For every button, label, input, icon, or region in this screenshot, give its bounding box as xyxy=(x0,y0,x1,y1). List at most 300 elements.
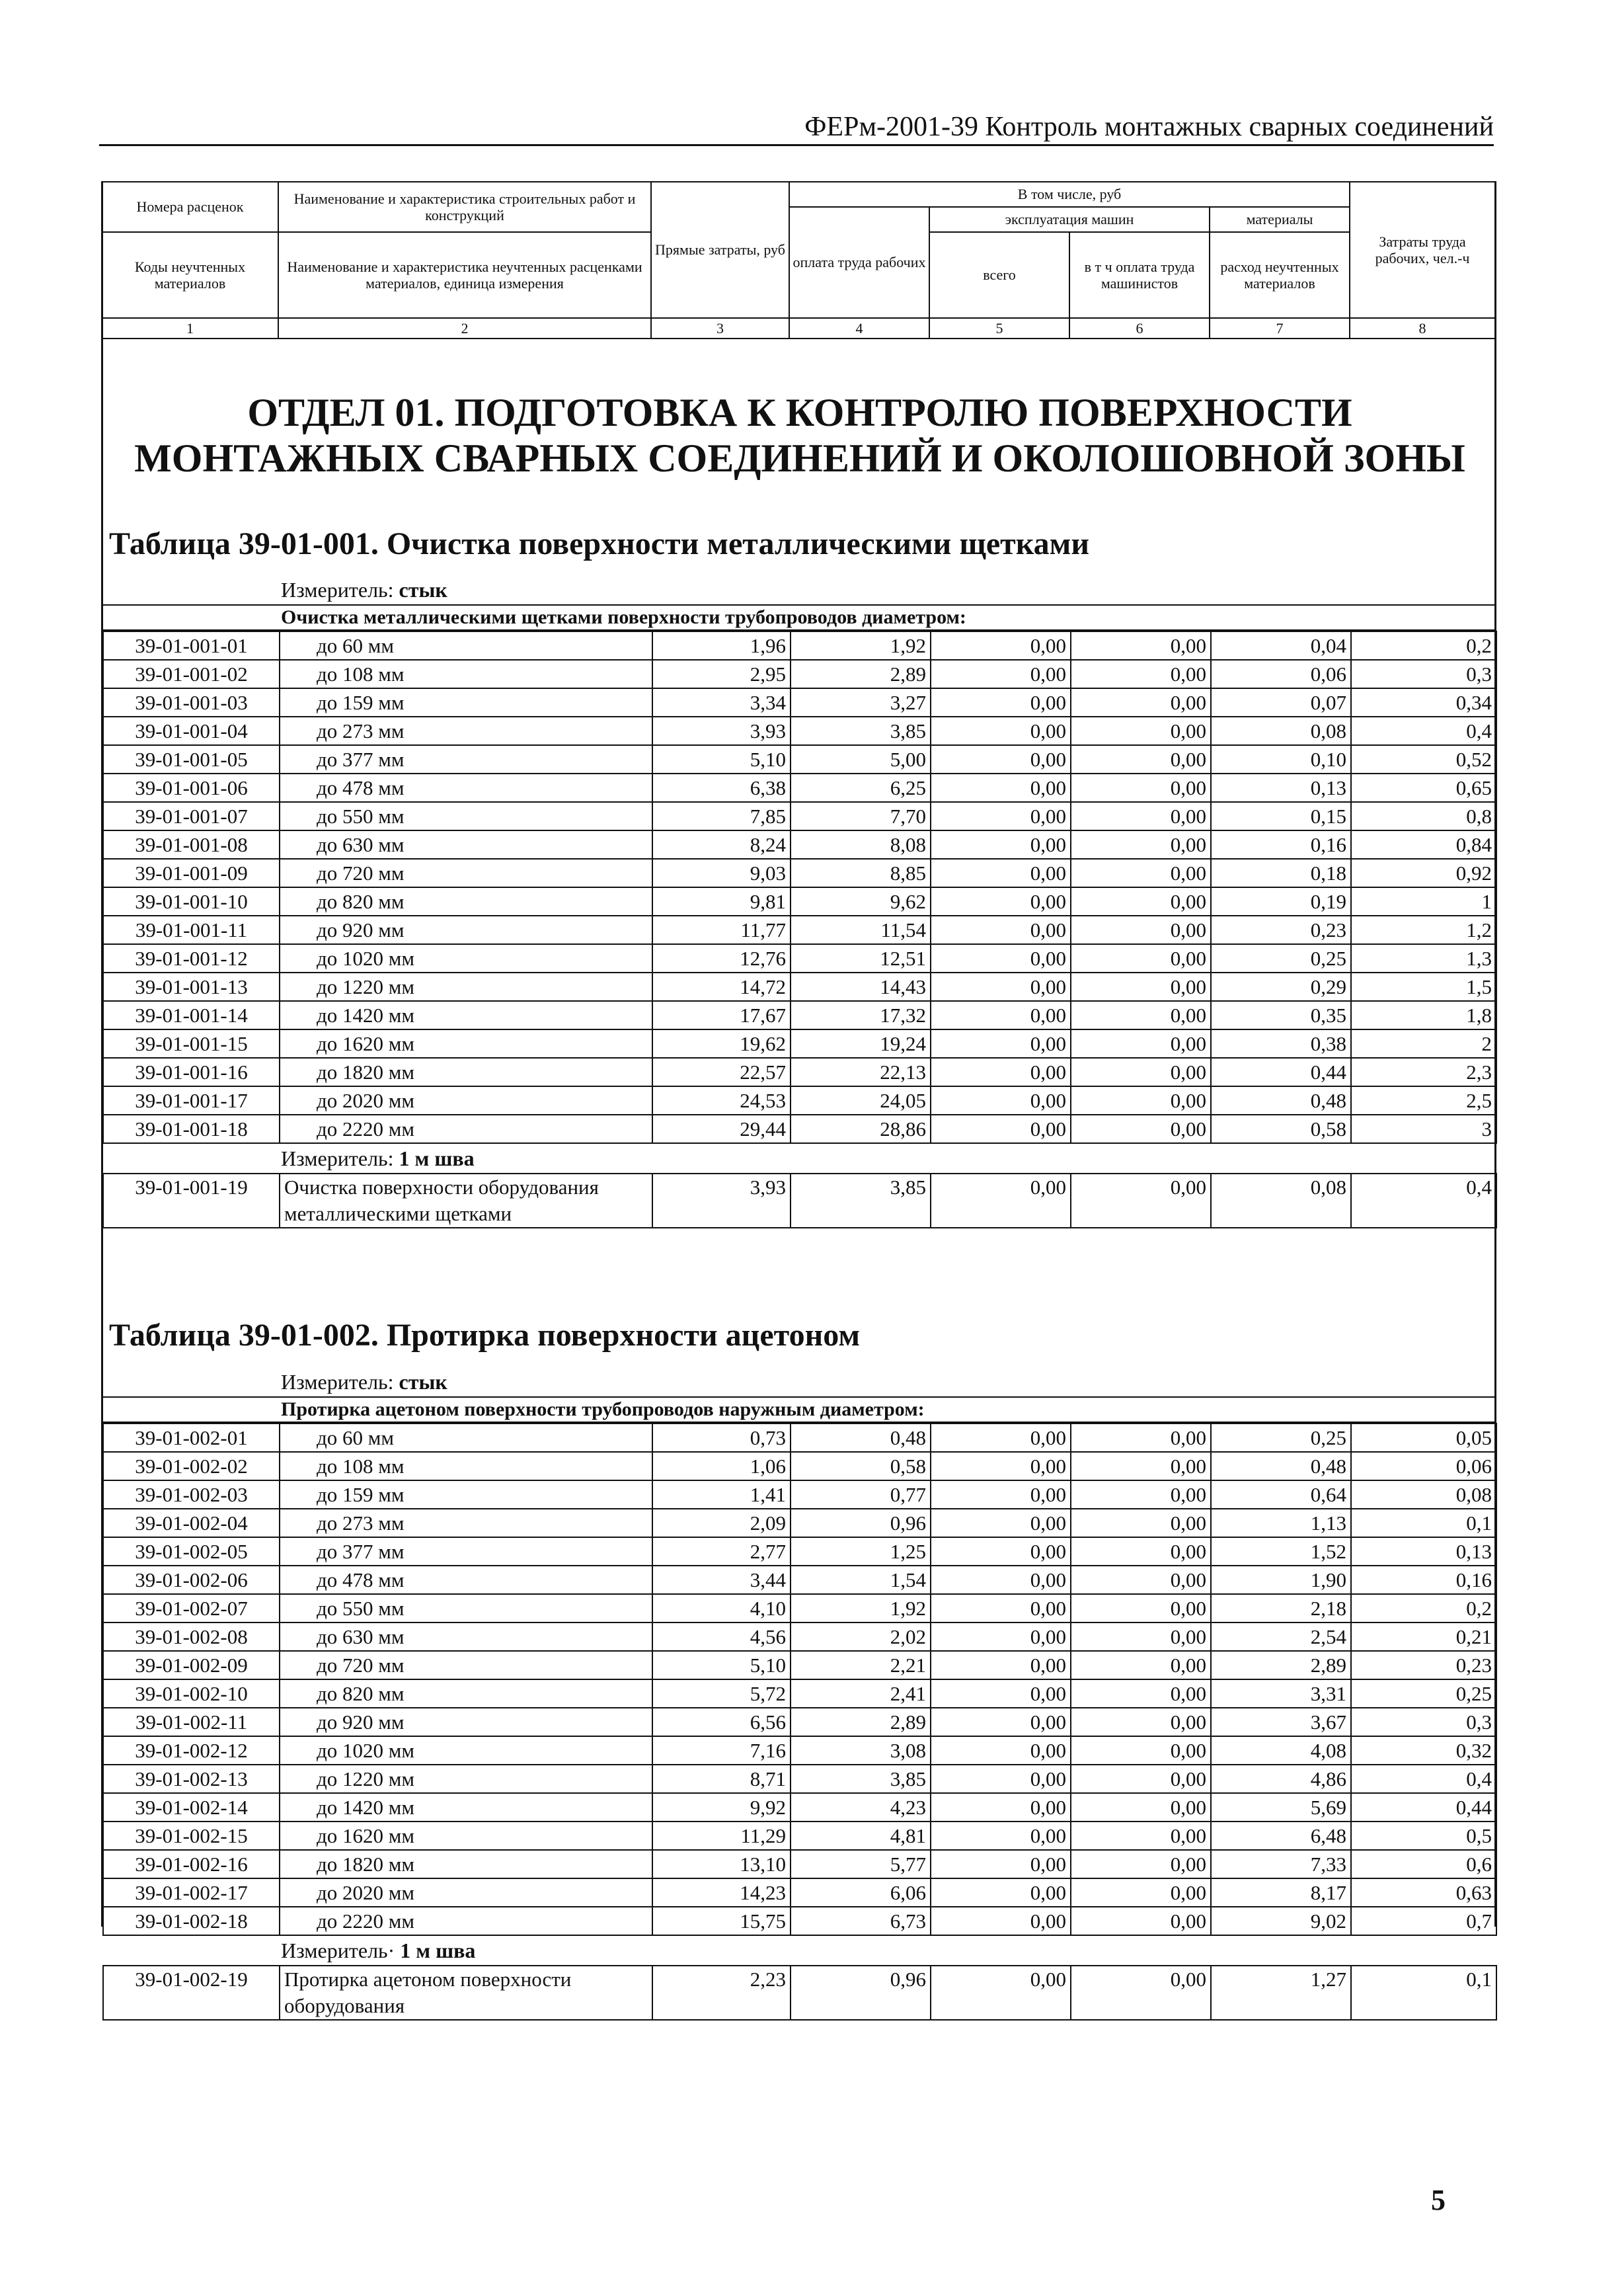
table-row xyxy=(103,944,1496,973)
machinist-pay-cell: 0,00 xyxy=(1071,1566,1211,1594)
machinist-pay-cell: 0,00 xyxy=(1071,1966,1211,2020)
work-name-cell: до 159 мм xyxy=(280,1480,652,1509)
col-number: 3 xyxy=(651,318,789,339)
direct-cost-cell: 5,72 xyxy=(652,1679,791,1708)
table-row xyxy=(103,1793,1496,1822)
materials-use-cell: 0,48 xyxy=(1211,1086,1351,1115)
labor-pay-cell: 7,70 xyxy=(791,802,931,830)
table2-title: Таблица 39-01-002. Протирка поверхности ацетоном xyxy=(109,1318,861,1353)
materials-use-cell: 1,52 xyxy=(1211,1537,1351,1566)
table1-subhead: Очистка металлическими щетками поверхности трубопроводов диаметром: xyxy=(102,604,1496,631)
labor-pay-cell: 8,85 xyxy=(791,859,931,887)
machinist-pay-cell: 0,00 xyxy=(1071,1423,1211,1452)
labor-hours-cell: 1 xyxy=(1351,887,1496,916)
direct-cost-cell: 3,44 xyxy=(652,1566,791,1594)
table1-body xyxy=(103,631,1496,1143)
materials-use-cell: 4,08 xyxy=(1211,1736,1351,1765)
machinist-pay-cell: 0,00 xyxy=(1071,1736,1211,1765)
rate-code-cell: 39-01-002-05 xyxy=(103,1537,280,1566)
table-row xyxy=(103,1822,1496,1850)
rate-code-cell: 39-01-002-01 xyxy=(103,1423,280,1452)
table-row xyxy=(103,688,1496,717)
machinist-pay-cell: 0,00 xyxy=(1071,1452,1211,1480)
table-row xyxy=(103,1765,1496,1793)
rate-code-cell: 39-01-002-18 xyxy=(103,1907,280,1935)
labor-pay-cell: 4,81 xyxy=(791,1822,931,1850)
machinist-pay-cell: 0,00 xyxy=(1071,1594,1211,1622)
col3-header: Прямые затраты, руб xyxy=(651,182,789,318)
work-name-cell: до 60 мм xyxy=(280,631,652,660)
machines-total-cell: 0,00 xyxy=(931,1679,1071,1708)
machines-total-cell: 0,00 xyxy=(931,1174,1071,1228)
work-name-cell: до 377 мм xyxy=(280,1537,652,1566)
direct-cost-cell: 1,41 xyxy=(652,1480,791,1509)
table-row xyxy=(103,745,1496,774)
materials-use-cell: 1,13 xyxy=(1211,1509,1351,1537)
table2-meter2 xyxy=(102,1936,1496,1965)
labor-hours-cell: 0,05 xyxy=(1351,1423,1496,1452)
labor-hours-cell: 0,84 xyxy=(1351,830,1496,859)
table-row xyxy=(103,1452,1496,1480)
col2-top-header: Наименование и характеристика строительных работ и конструкций xyxy=(278,182,651,232)
rate-code-cell: 39-01-002-11 xyxy=(103,1708,280,1736)
materials-use-cell: 0,64 xyxy=(1211,1480,1351,1509)
machinist-pay-cell: 0,00 xyxy=(1071,916,1211,944)
materials-use-cell: 4,86 xyxy=(1211,1765,1351,1793)
col-number: 7 xyxy=(1210,318,1350,339)
col6-header: в т ч оплата труда машинистов xyxy=(1069,232,1210,318)
direct-cost-cell: 3,93 xyxy=(652,717,791,745)
col1-bottom-header: Коды неучтенных материалов xyxy=(102,232,278,318)
rate-code-cell: 39-01-002-04 xyxy=(103,1509,280,1537)
machines-total-cell: 0,00 xyxy=(931,1878,1071,1907)
table-row xyxy=(103,1174,1496,1228)
direct-cost-cell: 6,56 xyxy=(652,1708,791,1736)
work-name-cell: до 1820 мм xyxy=(280,1058,652,1086)
materials-use-cell: 2,89 xyxy=(1211,1651,1351,1679)
meter-unit: стык xyxy=(399,578,447,602)
labor-hours-cell: 0,6 xyxy=(1351,1850,1496,1878)
meter-unit: стык xyxy=(399,1370,447,1394)
labor-pay-cell: 1,92 xyxy=(791,1594,931,1622)
direct-cost-cell: 5,10 xyxy=(652,745,791,774)
labor-hours-cell: 0,23 xyxy=(1351,1651,1496,1679)
table1-data xyxy=(102,631,1497,1144)
work-name-cell: до 60 мм xyxy=(280,1423,652,1452)
rate-code-cell: 39-01-002-19 xyxy=(103,1966,280,2020)
labor-pay-cell: 3,85 xyxy=(791,1174,931,1228)
machinist-pay-cell: 0,00 xyxy=(1071,1765,1211,1793)
materials-use-cell: 0,15 xyxy=(1211,802,1351,830)
machines-total-cell: 0,00 xyxy=(931,887,1071,916)
labor-pay-cell: 2,21 xyxy=(791,1651,931,1679)
machines-total-cell: 0,00 xyxy=(931,745,1071,774)
labor-pay-cell: 2,89 xyxy=(791,660,931,688)
direct-cost-cell: 2,77 xyxy=(652,1537,791,1566)
work-name-cell: до 1620 мм xyxy=(280,1029,652,1058)
work-name-cell: до 720 мм xyxy=(280,1651,652,1679)
machinist-pay-cell: 0,00 xyxy=(1071,1174,1211,1228)
direct-cost-cell: 19,62 xyxy=(652,1029,791,1058)
machines-total-cell: 0,00 xyxy=(931,1651,1071,1679)
machinist-pay-cell: 0,00 xyxy=(1071,1480,1211,1509)
rate-code-cell: 39-01-001-11 xyxy=(103,916,280,944)
labor-hours-cell: 2 xyxy=(1351,1029,1496,1058)
work-name-cell: до 1420 мм xyxy=(280,1001,652,1029)
table2-block xyxy=(102,1367,1496,2021)
rate-code-cell: 39-01-002-16 xyxy=(103,1850,280,1878)
machinist-pay-cell: 0,00 xyxy=(1071,1850,1211,1878)
machines-total-cell: 0,00 xyxy=(931,1566,1071,1594)
machinist-pay-cell: 0,00 xyxy=(1071,1001,1211,1029)
table-row xyxy=(103,859,1496,887)
machines-total-cell: 0,00 xyxy=(931,1850,1071,1878)
materials-use-cell: 1,27 xyxy=(1211,1966,1351,2020)
labor-hours-cell: 2,5 xyxy=(1351,1086,1496,1115)
work-name-cell: до 377 мм xyxy=(280,745,652,774)
labor-hours-cell: 0,1 xyxy=(1351,1509,1496,1537)
materials-use-cell: 7,33 xyxy=(1211,1850,1351,1878)
machinist-pay-cell: 0,00 xyxy=(1071,631,1211,660)
machines-total-cell: 0,00 xyxy=(931,1966,1071,2020)
direct-cost-cell: 13,10 xyxy=(652,1850,791,1878)
rate-code-cell: 39-01-001-13 xyxy=(103,973,280,1001)
machines-total-cell: 0,00 xyxy=(931,1058,1071,1086)
labor-pay-cell: 24,05 xyxy=(791,1086,931,1115)
rate-code-cell: 39-01-001-14 xyxy=(103,1001,280,1029)
table1-meter2 xyxy=(102,1144,1496,1173)
direct-cost-cell: 12,76 xyxy=(652,944,791,973)
machines-total-cell: 0,00 xyxy=(931,1793,1071,1822)
meter-label: Измеритель: xyxy=(281,1370,394,1394)
column-header-table xyxy=(101,181,1496,339)
labor-pay-cell: 4,23 xyxy=(791,1793,931,1822)
table-row xyxy=(103,1907,1496,1935)
table2-meter xyxy=(102,1367,1496,1396)
labor-pay-cell: 6,25 xyxy=(791,774,931,802)
meter-label: Измеритель: xyxy=(281,1146,394,1170)
rate-code-cell: 39-01-001-18 xyxy=(103,1115,280,1143)
labor-hours-cell: 2,3 xyxy=(1351,1058,1496,1086)
materials-use-cell: 3,67 xyxy=(1211,1708,1351,1736)
machines-total-cell: 0,00 xyxy=(931,1423,1071,1452)
rate-code-cell: 39-01-002-10 xyxy=(103,1679,280,1708)
rate-code-cell: 39-01-001-19 xyxy=(103,1174,280,1228)
machines-total-cell: 0,00 xyxy=(931,973,1071,1001)
col2-bottom-header: Наименование и характеристика неучтенных расценками материалов, единица измерения xyxy=(278,232,651,318)
col-number: 4 xyxy=(789,318,929,339)
col-number: 8 xyxy=(1350,318,1495,339)
labor-pay-cell: 6,73 xyxy=(791,1907,931,1935)
rate-code-cell: 39-01-001-16 xyxy=(103,1058,280,1086)
rate-code-cell: 39-01-001-08 xyxy=(103,830,280,859)
table-row xyxy=(103,717,1496,745)
materials-use-cell: 0,13 xyxy=(1211,774,1351,802)
materials-use-cell: 0,23 xyxy=(1211,916,1351,944)
table-row xyxy=(103,1679,1496,1708)
rate-code-cell: 39-01-001-10 xyxy=(103,887,280,916)
rate-code-cell: 39-01-001-03 xyxy=(103,688,280,717)
meter-label: Измеритель· xyxy=(281,1939,395,1962)
materials-use-cell: 0,29 xyxy=(1211,973,1351,1001)
direct-cost-cell: 6,38 xyxy=(652,774,791,802)
labor-pay-cell: 9,62 xyxy=(791,887,931,916)
table-row xyxy=(103,830,1496,859)
materials-use-cell: 0,19 xyxy=(1211,887,1351,916)
labor-hours-cell: 1,3 xyxy=(1351,944,1496,973)
col8-header: Затраты труда рабочих, чел.-ч xyxy=(1350,182,1495,318)
work-name-cell: до 273 мм xyxy=(280,1509,652,1537)
table-row xyxy=(103,1566,1496,1594)
labor-pay-cell: 14,43 xyxy=(791,973,931,1001)
direct-cost-cell: 8,71 xyxy=(652,1765,791,1793)
work-name-cell: до 1620 мм xyxy=(280,1822,652,1850)
table-row xyxy=(103,916,1496,944)
table1-title: Таблица 39-01-001. Очистка поверхности металлическими щетками xyxy=(109,526,1090,561)
labor-hours-cell: 0,2 xyxy=(1351,631,1496,660)
machines-total-cell: 0,00 xyxy=(931,1765,1071,1793)
machinist-pay-cell: 0,00 xyxy=(1071,1907,1211,1935)
table-row xyxy=(103,1029,1496,1058)
labor-hours-cell: 0,92 xyxy=(1351,859,1496,887)
materials-use-cell: 5,69 xyxy=(1211,1793,1351,1822)
table-row xyxy=(103,1622,1496,1651)
col-number: 2 xyxy=(278,318,651,339)
machines-total-cell: 0,00 xyxy=(931,1594,1071,1622)
direct-cost-cell: 4,56 xyxy=(652,1622,791,1651)
direct-cost-cell: 7,85 xyxy=(652,802,791,830)
work-name-cell: до 820 мм xyxy=(280,1679,652,1708)
machinist-pay-cell: 0,00 xyxy=(1071,1537,1211,1566)
table-row xyxy=(103,1509,1496,1537)
machines-total-cell: 0,00 xyxy=(931,717,1071,745)
machinist-pay-cell: 0,00 xyxy=(1071,1822,1211,1850)
rate-code-cell: 39-01-001-15 xyxy=(103,1029,280,1058)
machines-total-cell: 0,00 xyxy=(931,944,1071,973)
work-name-cell: до 1020 мм xyxy=(280,1736,652,1765)
labor-pay-cell: 22,13 xyxy=(791,1058,931,1086)
labor-hours-cell: 0,63 xyxy=(1351,1878,1496,1907)
labor-hours-cell: 3 xyxy=(1351,1115,1496,1143)
table-row xyxy=(103,1423,1496,1452)
machines-total-cell: 0,00 xyxy=(931,688,1071,717)
direct-cost-cell: 29,44 xyxy=(652,1115,791,1143)
work-name-cell: Протирка ацетоном поверхности оборудования xyxy=(280,1966,652,2020)
rate-code-cell: 39-01-002-09 xyxy=(103,1651,280,1679)
machinist-pay-cell: 0,00 xyxy=(1071,1086,1211,1115)
materials-use-cell: 8,17 xyxy=(1211,1878,1351,1907)
direct-cost-cell: 5,10 xyxy=(652,1651,791,1679)
table-row xyxy=(103,1850,1496,1878)
machines-total-cell: 0,00 xyxy=(931,1452,1071,1480)
table2-extra-body xyxy=(103,1966,1496,2020)
machinist-pay-cell: 0,00 xyxy=(1071,774,1211,802)
machinist-pay-cell: 0,00 xyxy=(1071,1058,1211,1086)
table-row xyxy=(103,1651,1496,1679)
machines-total-cell: 0,00 xyxy=(931,859,1071,887)
table-row xyxy=(103,1001,1496,1029)
machines-total-cell: 0,00 xyxy=(931,802,1071,830)
labor-pay-cell: 19,24 xyxy=(791,1029,931,1058)
machines-total-cell: 0,00 xyxy=(931,1086,1071,1115)
labor-pay-cell: 2,89 xyxy=(791,1708,931,1736)
rate-code-cell: 39-01-002-02 xyxy=(103,1452,280,1480)
meter-label: Измеритель: xyxy=(281,578,394,602)
labor-pay-cell: 28,86 xyxy=(791,1115,931,1143)
direct-cost-cell: 0,73 xyxy=(652,1423,791,1452)
materials-use-cell: 0,08 xyxy=(1211,717,1351,745)
labor-pay-cell: 1,25 xyxy=(791,1537,931,1566)
labor-hours-cell: 1,2 xyxy=(1351,916,1496,944)
work-name-cell: до 1220 мм xyxy=(280,1765,652,1793)
work-name-cell: до 478 мм xyxy=(280,774,652,802)
work-name-cell: до 478 мм xyxy=(280,1566,652,1594)
rate-code-cell: 39-01-002-14 xyxy=(103,1793,280,1822)
meter-unit: 1 м шва xyxy=(399,1146,475,1170)
materials-use-cell: 0,04 xyxy=(1211,631,1351,660)
rate-code-cell: 39-01-001-01 xyxy=(103,631,280,660)
machinist-pay-cell: 0,00 xyxy=(1071,1793,1211,1822)
rate-code-cell: 39-01-002-12 xyxy=(103,1736,280,1765)
table-row xyxy=(103,631,1496,660)
materials-use-cell: 3,31 xyxy=(1211,1679,1351,1708)
labor-pay-cell: 1,54 xyxy=(791,1566,931,1594)
labor-hours-cell: 0,7 xyxy=(1351,1907,1496,1935)
rate-code-cell: 39-01-002-03 xyxy=(103,1480,280,1509)
materials-use-cell: 0,25 xyxy=(1211,944,1351,973)
machinist-pay-cell: 0,00 xyxy=(1071,1115,1211,1143)
direct-cost-cell: 14,72 xyxy=(652,973,791,1001)
rate-code-cell: 39-01-002-15 xyxy=(103,1822,280,1850)
col4-header: оплата труда рабочих xyxy=(789,207,929,318)
col-number: 5 xyxy=(929,318,1069,339)
labor-pay-cell: 8,08 xyxy=(791,830,931,859)
labor-hours-cell: 0,52 xyxy=(1351,745,1496,774)
machines-total-cell: 0,00 xyxy=(931,774,1071,802)
machinist-pay-cell: 0,00 xyxy=(1071,1029,1211,1058)
col5-header: всего xyxy=(929,232,1069,318)
direct-cost-cell: 7,16 xyxy=(652,1736,791,1765)
work-name-cell: до 1220 мм xyxy=(280,973,652,1001)
rate-code-cell: 39-01-002-13 xyxy=(103,1765,280,1793)
materials-use-cell: 0,38 xyxy=(1211,1029,1351,1058)
column-numbers-row xyxy=(102,318,1495,339)
materials-use-cell: 0,06 xyxy=(1211,660,1351,688)
materials-use-cell: 6,48 xyxy=(1211,1822,1351,1850)
rate-code-cell: 39-01-001-02 xyxy=(103,660,280,688)
table-row xyxy=(103,660,1496,688)
col-number: 1 xyxy=(102,318,278,339)
meter-unit: 1 м шва xyxy=(400,1939,476,1962)
section-title: ОТДЕЛ 01. ПОДГОТОВКА К КОНТРОЛЮ ПОВЕРХНОСТИ МОНТАЖНЫХ СВАРНЫХ СОЕДИНЕНИЙ И ОКОЛОШОВНОЙ ЗОНЫ xyxy=(134,391,1465,480)
labor-pay-cell: 3,85 xyxy=(791,717,931,745)
page-number: 5 xyxy=(1431,2184,1446,2216)
table-row xyxy=(103,1708,1496,1736)
labor-pay-cell: 0,77 xyxy=(791,1480,931,1509)
work-name-cell: до 820 мм xyxy=(280,887,652,916)
materials-use-cell: 0,48 xyxy=(1211,1452,1351,1480)
materials-use-cell: 2,18 xyxy=(1211,1594,1351,1622)
work-name-cell: до 2220 мм xyxy=(280,1115,652,1143)
labor-pay-cell: 3,85 xyxy=(791,1765,931,1793)
work-name-cell: до 273 мм xyxy=(280,717,652,745)
labor-hours-cell: 0,25 xyxy=(1351,1679,1496,1708)
work-name-cell: до 2020 мм xyxy=(280,1086,652,1115)
table-row xyxy=(103,1086,1496,1115)
labor-pay-cell: 12,51 xyxy=(791,944,931,973)
direct-cost-cell: 17,67 xyxy=(652,1001,791,1029)
materials-use-cell: 1,90 xyxy=(1211,1566,1351,1594)
machinist-pay-cell: 0,00 xyxy=(1071,1708,1211,1736)
labor-pay-cell: 3,08 xyxy=(791,1736,931,1765)
work-name-cell: до 2220 мм xyxy=(280,1907,652,1935)
labor-hours-cell: 0,44 xyxy=(1351,1793,1496,1822)
labor-pay-cell: 11,54 xyxy=(791,916,931,944)
machines-total-cell: 0,00 xyxy=(931,631,1071,660)
machines-total-cell: 0,00 xyxy=(931,1115,1071,1143)
machinist-pay-cell: 0,00 xyxy=(1071,802,1211,830)
machines-total-cell: 0,00 xyxy=(931,1736,1071,1765)
machinist-pay-cell: 0,00 xyxy=(1071,1679,1211,1708)
including-header: В том числе, руб xyxy=(789,182,1350,207)
rate-code-cell: 39-01-001-12 xyxy=(103,944,280,973)
machinist-pay-cell: 0,00 xyxy=(1071,717,1211,745)
table1-block xyxy=(102,575,1496,1228)
materials-use-cell: 0,25 xyxy=(1211,1423,1351,1452)
direct-cost-cell: 9,92 xyxy=(652,1793,791,1822)
table-row xyxy=(103,1058,1496,1086)
labor-hours-cell: 1,5 xyxy=(1351,973,1496,1001)
rate-code-cell: 39-01-001-09 xyxy=(103,859,280,887)
machines-header: эксплуатация машин xyxy=(929,207,1210,232)
work-name-cell: до 550 мм xyxy=(280,802,652,830)
materials-use-cell: 0,08 xyxy=(1211,1174,1351,1228)
table-row xyxy=(103,887,1496,916)
table-row xyxy=(103,774,1496,802)
table2-extra xyxy=(102,1965,1497,2021)
direct-cost-cell: 15,75 xyxy=(652,1907,791,1935)
machinist-pay-cell: 0,00 xyxy=(1071,859,1211,887)
work-name-cell: до 1020 мм xyxy=(280,944,652,973)
table-row xyxy=(103,1736,1496,1765)
running-header: ФЕРм-2001-39 Контроль монтажных сварных соединений xyxy=(99,111,1494,146)
direct-cost-cell: 9,81 xyxy=(652,887,791,916)
labor-pay-cell: 3,27 xyxy=(791,688,931,717)
rate-code-cell: 39-01-002-17 xyxy=(103,1878,280,1907)
rate-code-cell: 39-01-002-06 xyxy=(103,1566,280,1594)
direct-cost-cell: 2,09 xyxy=(652,1509,791,1537)
labor-pay-cell: 0,96 xyxy=(791,1966,931,2020)
materials-header: материалы xyxy=(1210,207,1350,232)
machinist-pay-cell: 0,00 xyxy=(1071,1878,1211,1907)
work-name-cell: до 108 мм xyxy=(280,660,652,688)
direct-cost-cell: 8,24 xyxy=(652,830,791,859)
machinist-pay-cell: 0,00 xyxy=(1071,887,1211,916)
table1-extra-body xyxy=(103,1174,1496,1228)
table2-data xyxy=(102,1423,1497,1936)
work-name-cell: до 159 мм xyxy=(280,688,652,717)
materials-use-cell: 0,58 xyxy=(1211,1115,1351,1143)
machines-total-cell: 0,00 xyxy=(931,660,1071,688)
machinist-pay-cell: 0,00 xyxy=(1071,830,1211,859)
materials-use-cell: 2,54 xyxy=(1211,1622,1351,1651)
work-name-cell: до 550 мм xyxy=(280,1594,652,1622)
col7-header: расход неучтенных материалов xyxy=(1210,232,1350,318)
labor-hours-cell: 0,65 xyxy=(1351,774,1496,802)
machinist-pay-cell: 0,00 xyxy=(1071,973,1211,1001)
rate-code-cell: 39-01-001-06 xyxy=(103,774,280,802)
machines-total-cell: 0,00 xyxy=(931,1537,1071,1566)
